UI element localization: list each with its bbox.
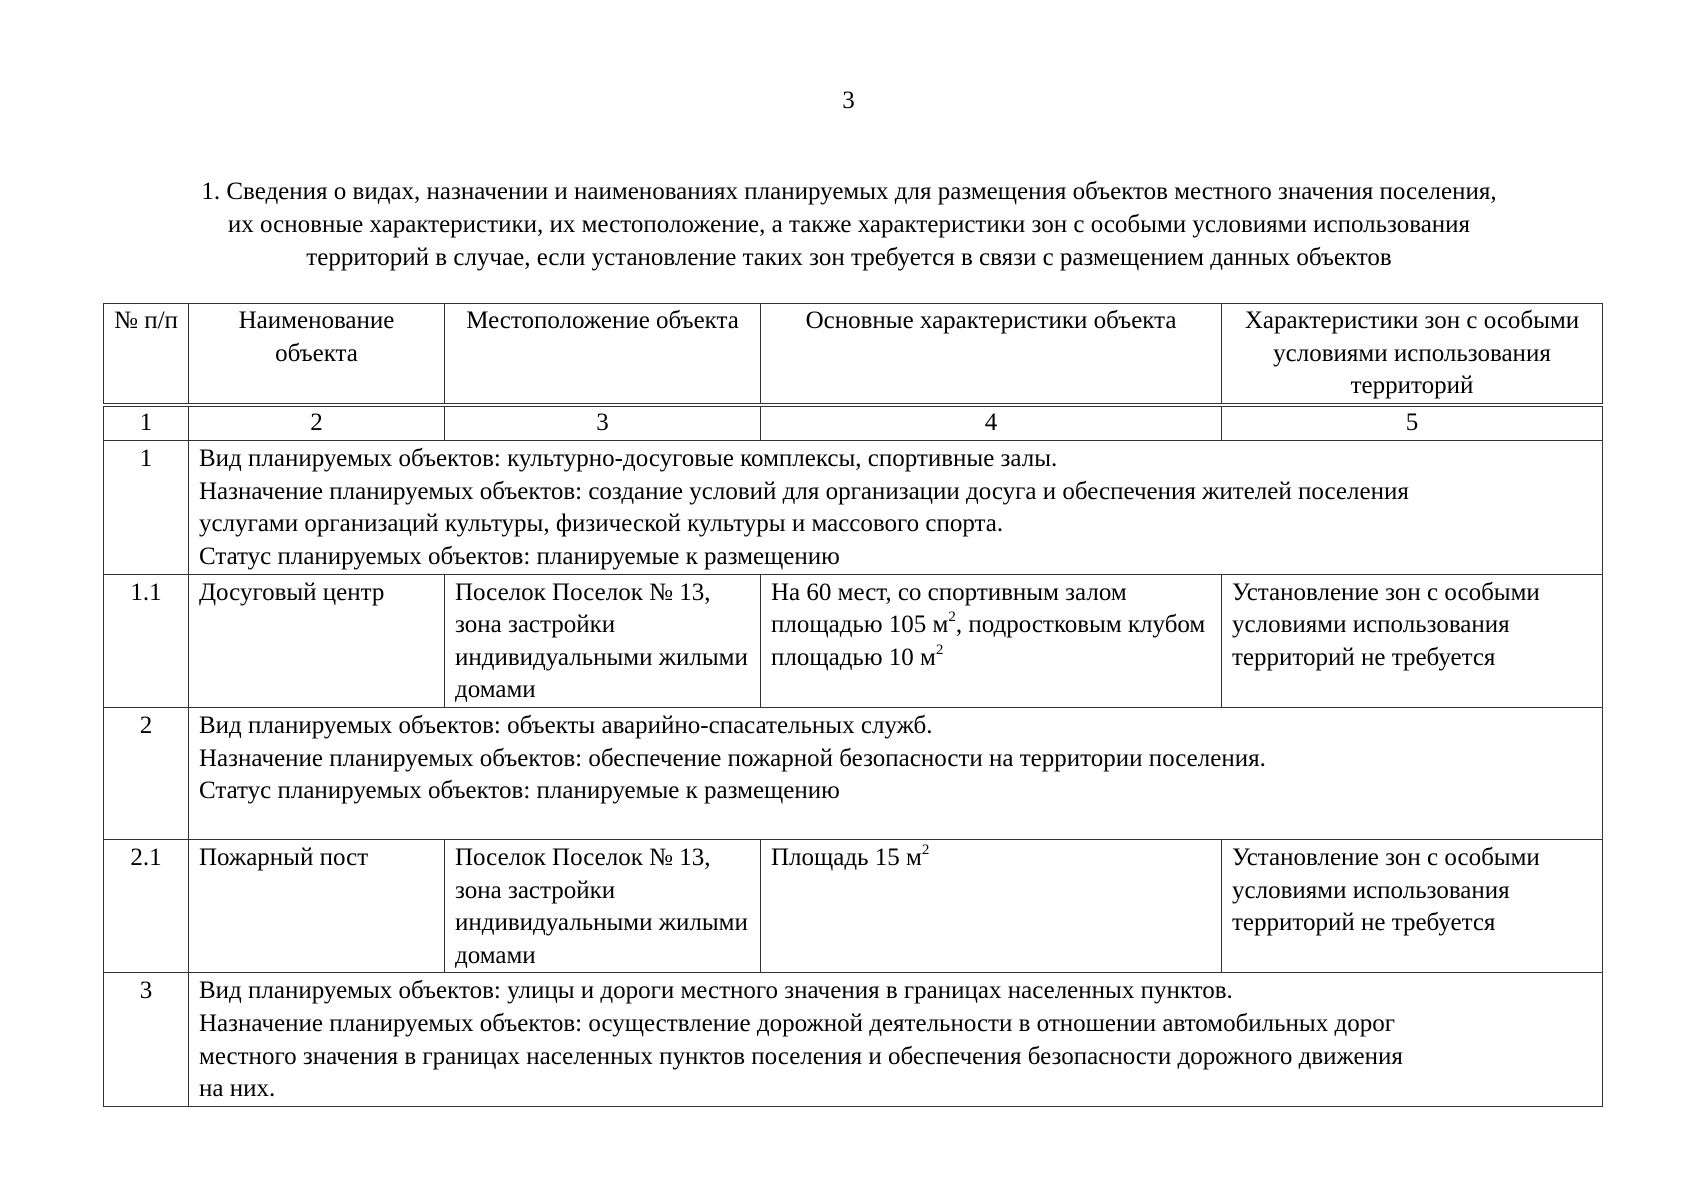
column-number-cell: 4	[761, 405, 1222, 441]
characteristics-text: Площадь 15 м	[771, 844, 922, 872]
superscript: 2	[921, 842, 930, 859]
objects-table	[103, 303, 1603, 1107]
superscript: 2	[935, 641, 944, 658]
table-header-row	[104, 304, 1603, 405]
table-row	[104, 840, 1603, 973]
table-row	[104, 574, 1603, 707]
group-line: Назначение планируемых объектов: обеспечение пожарной безопасности на территории поселения.	[199, 744, 1266, 772]
column-numbers-row	[104, 405, 1603, 441]
item-zones: Установление зон с особыми условиями использования территорий не требуется	[1222, 840, 1603, 973]
item-number: 1.1	[104, 574, 189, 707]
group-number: 3	[104, 973, 189, 1106]
item-location: Поселок Поселок № 13, зона застройки индивидуальными жилыми домами	[445, 574, 761, 707]
group-line: на них.	[199, 1075, 276, 1103]
item-number: 2.1	[104, 840, 189, 973]
column-number-cell: 2	[189, 405, 445, 441]
group-row	[104, 708, 1603, 840]
group-line: Назначение планируемых объектов: создание условий для организации досуга и обеспечения жителей поселения	[199, 477, 1409, 505]
group-line: услугами организаций культуры, физической культуры и массового спорта.	[199, 510, 1004, 538]
header-cell-characteristics: Основные характеристики объекта	[761, 304, 1222, 405]
header-cell-number: № п/п	[104, 304, 189, 405]
superscript: 2	[948, 609, 956, 626]
group-line: Вид планируемых объектов: объекты аварийно-спасательных служб.	[199, 712, 933, 740]
item-location: Поселок Поселок № 13, зона застройки индивидуальными жилыми домами	[445, 840, 761, 973]
characteristics-text: На 60 мест, со спортивным залом площадью 105 м	[771, 578, 1127, 639]
group-line: Статус планируемых объектов: планируемые к размещению	[199, 543, 840, 571]
item-characteristics	[761, 574, 1222, 707]
item-zones: Установление зон с особыми условиями использования территорий не требуется	[1222, 574, 1603, 707]
group-row	[104, 441, 1603, 574]
header-cell-location: Местоположение объекта	[445, 304, 761, 405]
group-line: Назначение планируемых объектов: осуществление дорожной деятельности в отношении автомобильных дорог	[199, 1010, 1395, 1037]
group-line: Статус планируемых объектов: планируемые к размещению	[199, 777, 840, 805]
header-cell-zones: Характеристики зон с особыми условиями использования территорий	[1222, 304, 1603, 405]
column-number-cell: 3	[445, 405, 761, 441]
group-number: 1	[104, 441, 189, 574]
heading-line: 1. Сведения о видах, назначении и наименованиях планируемых для размещения объектов местного значения поселения,	[201, 178, 1497, 205]
group-line: Вид планируемых объектов: культурно-досуговые комплексы, спортивные залы.	[199, 445, 1058, 473]
group-line: Вид планируемых объектов: улицы и дороги местного значения в границах населенных пунктов.	[199, 977, 1233, 1005]
heading-line: их основные характеристики, их местоположение, а также характеристики зон с особыми условиями использования	[227, 211, 1471, 238]
column-number-cell: 5	[1222, 405, 1603, 441]
item-name: Досуговый центр	[189, 574, 445, 707]
group-description	[189, 441, 1603, 574]
item-characteristics	[761, 840, 1222, 973]
group-description	[189, 973, 1603, 1106]
heading-line: территорий в случае, если установление таких зон требуется в связи с размещением данных объектов	[306, 244, 1392, 271]
section-heading	[104, 175, 1594, 274]
item-name: Пожарный пост	[189, 840, 445, 973]
characteristics-text: , подростковым клубом площадью 10 м	[771, 611, 1206, 671]
group-description	[189, 708, 1603, 840]
group-row	[104, 973, 1603, 1106]
group-line: местного значения в границах населенных пунктов поселения и обеспечения безопасности дорожного движения	[199, 1042, 1403, 1070]
header-cell-name: Наименование объекта	[189, 304, 445, 405]
page-number: 3	[842, 87, 855, 114]
group-number: 2	[104, 708, 189, 840]
column-number-cell: 1	[104, 405, 189, 441]
